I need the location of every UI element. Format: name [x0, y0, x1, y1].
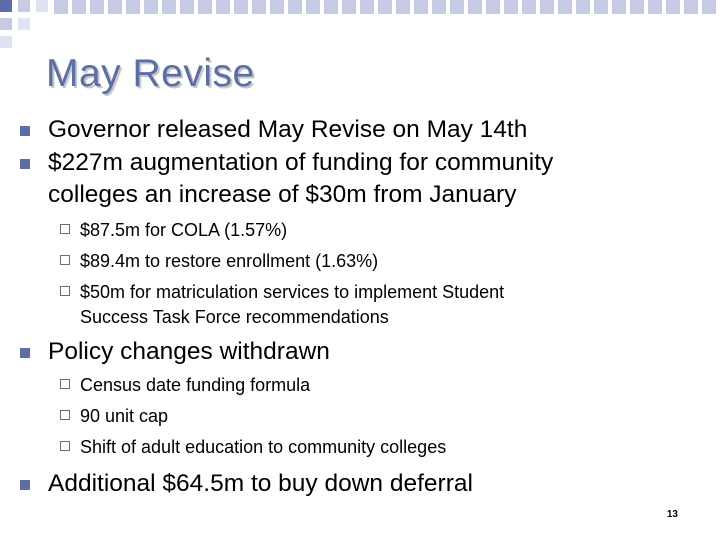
bullet-text: Policy changes withdrawn: [48, 338, 330, 365]
hollow-square-bullet-icon: [60, 255, 70, 265]
hollow-square-bullet-icon: [60, 224, 70, 234]
hollow-square-bullet-icon: [60, 410, 70, 420]
hollow-square-bullet-icon: [60, 441, 70, 451]
sub-bullet-text: 90 unit cap: [80, 406, 169, 426]
bullet-text-line2: colleges an increase of $30m from January: [48, 181, 517, 208]
bullet-text-line1: $227m augmentation of funding for community: [48, 149, 554, 176]
hollow-square-bullet-icon: [60, 379, 70, 389]
square-bullet-icon: [20, 159, 30, 169]
square-bullet-icon: [20, 348, 30, 358]
bullet-text: Governor released May Revise on May 14th: [48, 116, 528, 143]
bullet-text: Additional $64.5m to buy down deferral: [48, 470, 473, 497]
sub-bullet-text-line2: Success Task Force recommendations: [80, 307, 389, 327]
square-bullet-icon: [20, 480, 30, 490]
sub-bullet-text-line1: $50m for matriculation services to implement Student: [80, 282, 505, 302]
sub-bullet-text: Census date funding formula: [80, 375, 311, 395]
square-bullet-icon: [20, 126, 30, 136]
sub-bullet-text: $89.4m to restore enrollment (1.63%): [80, 251, 379, 271]
slide-title: May Revise: [46, 52, 255, 95]
hollow-square-bullet-icon: [60, 286, 70, 296]
sub-bullet-text: Shift of adult education to community colleges: [80, 437, 447, 457]
page-number: 13: [666, 509, 678, 520]
sub-bullet-text: $87.5m for COLA (1.57%): [80, 220, 288, 240]
